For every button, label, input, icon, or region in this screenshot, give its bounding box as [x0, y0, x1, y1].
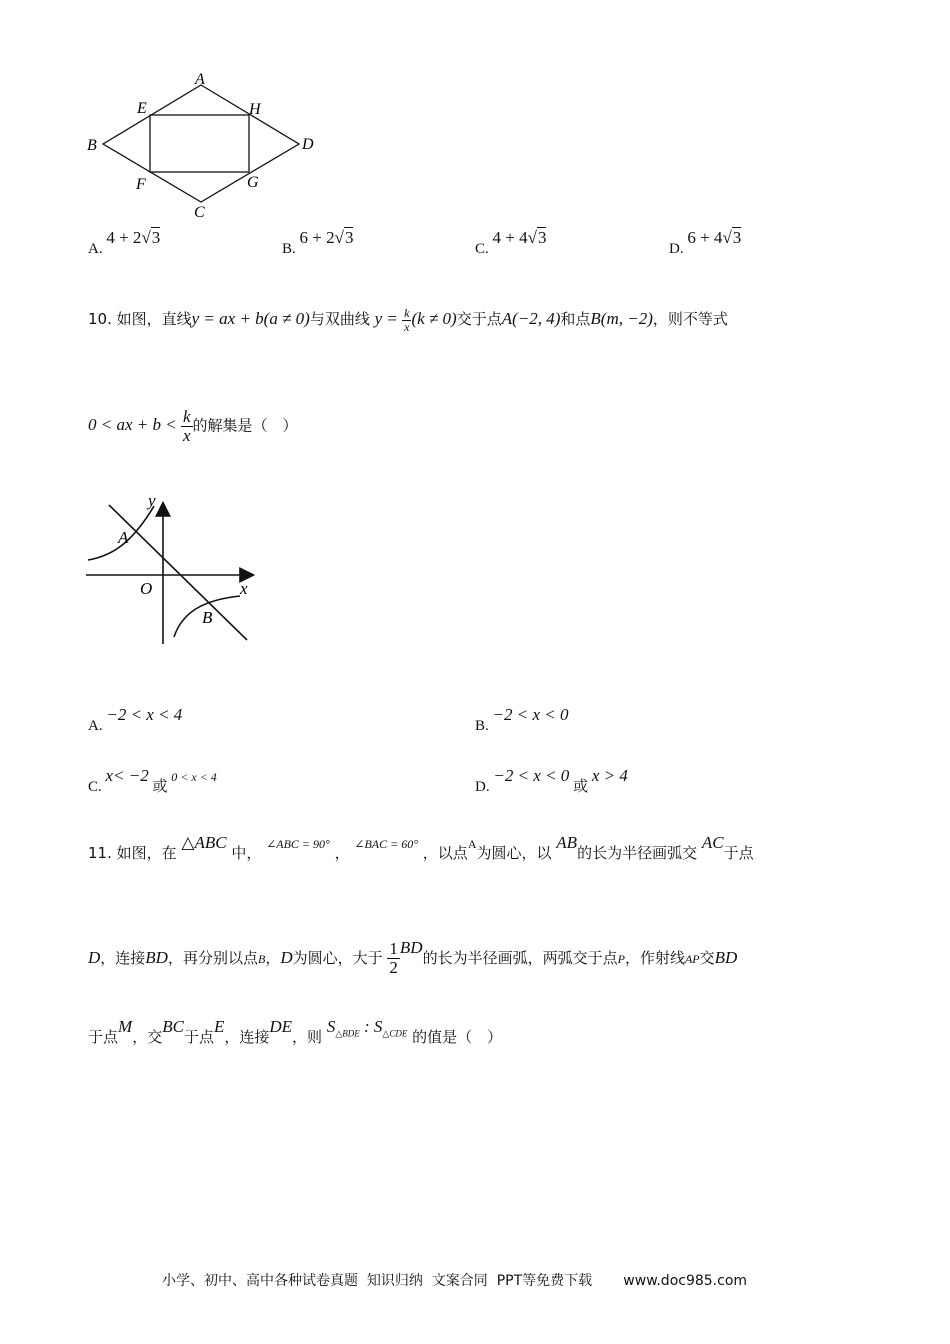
q11-point-a: A [467, 837, 477, 851]
q11-stem-line3: 于点M，交BC于点E，连接DE，则 $S_{\triangle BDE}$ : $S_{\triangle CDE}$ 的值是（ ） [88, 1017, 503, 1046]
q10-option-b-expr: −2 < x < 0 [492, 705, 569, 724]
line-y-ax-b [109, 505, 247, 640]
point-a-label: A [118, 528, 129, 547]
q11-stem-line1: 11. 如图，在 △ABC 中， $^{\angle ABC = 90^\circ}$ ， $^{\angle BAC = 60^\circ}$ ，以点$^A$为圆心，以 AB的长为半径画弧交 AC于点 [88, 833, 754, 862]
label-A: A [195, 71, 205, 88]
q11-half-fraction: $\frac{1}{2}$ [389, 939, 398, 977]
rectangle-efgh [150, 115, 249, 172]
q10-option-c: C. x< −2 或 $^{0 < x < 4}$ [88, 766, 217, 795]
page-footer: 小学、初中、高中各种试卷真题 知识归纳 文案合同 PPT等免费下载 www.doc985.com [162, 1273, 748, 1289]
y-axis-label: y [148, 491, 156, 510]
origin-label: O [140, 579, 153, 598]
point-b-label: B [202, 608, 213, 627]
q9-option-d-expr: 6 + 4√3 [687, 228, 742, 247]
q9-option-d: D. 6 + 4√3 [669, 228, 742, 257]
q10-option-c-expr2: 0 < x < 4 [171, 770, 217, 784]
q11-segment-bd-3: BD [714, 947, 738, 967]
rhombus-abcd [103, 85, 299, 202]
q10-inequality: 0 < ax + b < $\frac{k}{x}$ [88, 407, 191, 445]
q10-hyperbola-equation: y = $\frac{k}{x}$ (k ≠ 0) [374, 306, 457, 334]
q11-ray-ap: AP [684, 951, 700, 966]
q11-triangle-abc: △ABC [181, 833, 227, 852]
q10-graph [82, 488, 272, 650]
q11-point-p: P [617, 951, 625, 966]
q11-point-d: D [88, 947, 101, 967]
q9-rhombus-figure [80, 68, 330, 228]
q10-point-b: B(m, −2) [590, 309, 653, 328]
q10-option-d-expr2: x > 4 [591, 766, 628, 785]
q10-stem-line2: 0 < ax + b < $\frac{k}{x}$ 的解集是（ ） [88, 407, 298, 445]
q9-option-b-expr: 6 + 2√3 [299, 228, 354, 247]
q10-option-a-expr: −2 < x < 4 [106, 705, 183, 724]
label-E: E [137, 100, 147, 117]
q11-point-e: E [213, 1017, 225, 1036]
q11-point-d-2: D [280, 947, 293, 967]
q10-option-d-expr1: −2 < x < 0 [493, 766, 570, 785]
q10-point-a: A(−2, 4) [501, 309, 561, 328]
q11-segment-de: DE [269, 1017, 293, 1036]
q11-point-b: B [257, 951, 266, 966]
label-G: G [247, 174, 259, 191]
label-H: H [249, 101, 261, 118]
q10-option-b: B. −2 < x < 0 [475, 705, 569, 734]
q11-segment-bd: BD [145, 947, 168, 967]
q10-option-c-expr1: x< −2 [105, 766, 149, 785]
q10-line-equation: y = ax + b(a ≠ 0) [191, 309, 310, 328]
q9-option-c: C. 4 + 4√3 [475, 228, 547, 257]
q11-segment-ac: AC [701, 833, 724, 852]
q9-option-b: B. 6 + 2√3 [282, 228, 354, 257]
q11-stem-line2: D，连接BD，再分别以点B，D为圆心，大于 $\frac{1}{2}$ BD的长为半径画弧，两弧交于点P，作射线AP交BD [88, 937, 738, 977]
label-B: B [87, 137, 97, 154]
label-D: D [302, 136, 314, 153]
q11-segment-ab: AB [556, 833, 578, 852]
q11-area-ratio: $S_{\triangle BDE}$ : $S_{\triangle CDE}$ [326, 1017, 408, 1039]
q11-angle-abc: ∠ABC = 90° [266, 837, 330, 851]
q10-option-a: A. −2 < x < 4 [88, 705, 183, 734]
x-axis-label: x [240, 579, 248, 598]
q11-segment-bd-2: BD [399, 937, 423, 957]
q9-option-a: A. 4 + 2√3 [88, 228, 161, 257]
q10-stem-line1: 10. 如图，直线y = ax + b(a ≠ 0)与双曲线 y = $\frac{k}{x}$ (k ≠ 0)交于点A(−2, 4)和点B(m, −2)，则不等式 [88, 306, 728, 334]
label-F: F [136, 176, 146, 193]
label-C: C [194, 204, 205, 221]
q9-option-c-expr: 4 + 4√3 [492, 228, 547, 247]
q11-segment-bc: BC [162, 1017, 184, 1036]
q11-point-m: M [118, 1017, 133, 1036]
q9-option-a-expr: 4 + 2√3 [106, 228, 161, 247]
q10-option-d: D. −2 < x < 0 或 x > 4 [475, 766, 628, 795]
q11-angle-bac: ∠BAC = 60° [354, 837, 419, 851]
